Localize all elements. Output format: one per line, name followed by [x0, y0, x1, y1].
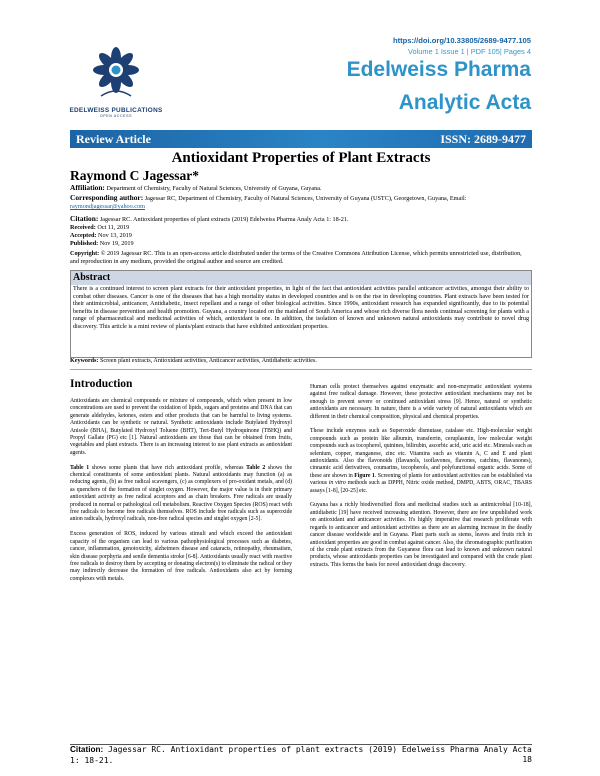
author-name: Raymond C Jagessar*	[70, 168, 200, 183]
keywords-text: Screen plant extracts, Antioxidant activities, Anticancer activities, Antidiabetic activities.	[99, 358, 317, 364]
received-date: Oct 11, 2019	[97, 224, 130, 231]
publisher-logo	[66, 44, 166, 122]
publisher-name: EDELWEISS PUBLICATIONS	[69, 107, 163, 114]
copyright-label: Copyright:	[70, 250, 100, 257]
abstract-text: There is a continued interest to screen plant extracts for their antioxidant properties, in light of the fact that antioxidant activities parallel anticancer activities, amongst their ability to combat other diseases. Cancer is one of the diseases that has a high mortality status in developed countries and is on the rise in developing countries. Plant extracts have been tested for their antimicrobial, anticancer, Antidiabetic, insect repellant and a range of other biological activities. Since 1990s, antioxidant research has expanded significantly, due to its potential benefits in disease prevention and health promotion. Guyana, a country located on the mainland of South America and whose rich diverse flora needs continual screening for plants with a range of pharmaceutical and medicinal activities of which, antioxidant is one. In addition, the isolation of known and unknown natural antioxidants may contribute to novel drug discovery. This article is a mini review of plants/plant extracts that have exhibited antioxidant properties.	[73, 286, 529, 330]
abstract-heading: Abstract	[71, 271, 531, 285]
doi-link[interactable]: https://doi.org/10.33805/2689-9477.105	[392, 36, 531, 45]
copyright	[70, 250, 532, 266]
accepted-label: Accepted:	[70, 232, 97, 239]
corresponding-text: Jagessar RC, Department of Chemistry, Faculty of Natural Sciences, University of Guyana (USTC), Georgetown, Guyana, Email:	[144, 195, 467, 202]
issue-info: Volume 1 Issue 1 | PDF 105| Pages 4	[408, 47, 531, 56]
received	[70, 224, 532, 232]
paragraph: Antioxidants are chemical compounds or mixture of compounds, which when present in low concentrations are used to prevent the oxidation of lipids, sugars and proteins and DNA that can generate aldehydes, ketones, esters and other products that can be harmful to living systems. Antioxidants can be synthetic or natural. Synthetic antioxidants include Butylated Hydroxyl Anisole (BHA), Butylated Hydroxyl Toluene (BHT), Tert-Butyl Hydroquinone (TBHQ) and Propyl Gallate (PG) etc [1]. Natural antioxidants are those that can be obtained from fruits, vegetables and plant extracts. There is an increasing interest to use plant extracts as antioxidant agents.	[70, 398, 292, 456]
paragraph: Excess generation of ROS, induced by various stimuli and which exceed the antioxidant capacity of the organism can lead to various pathophysiological processes such as diabetes, cancer, inflammation, genotoxicity, alzheimers disease and cataracts, retinopathy, rheumatism, skin disease porphyria and senile dementia stroke [6-8]. Antioxidants usually react with reactive free radicals to destroy them by accepting or donating electron(s) to eliminate the radical or they may indirectly decrease the formation of free radicals. Antioxidants also act by forming complexes with metals.	[70, 531, 292, 582]
paragraph: Guyana has a richly biodiversified flora and medicinal studies such as antimicrobial [10-18], antidiabetic [19] have received increasing attention. However, there are few unpublished work on antioxidant and anticancer activities. It's highly imperative that research proliferate with regards to anticancer and antioxidant activities as there are an alarming increase in the deadly cancer disease worldwide and in Guyana. Plant parts such as stems, leaves and fruits rich in antioxidant properties are good in combat against cancer. Also, the chromatographic purification of the crude plant extracts from the Guyanese flora can lead to known and unknown natural products, whose antioxidants properties can be investigated and compared with the crude plant extracts. This forms the basis for novel antioxidant drugs discovery.	[310, 502, 532, 568]
issn: ISSN: 2689-9477	[440, 131, 526, 146]
published-date: Nov 19, 2019	[99, 240, 134, 247]
abstract-box	[70, 270, 532, 358]
received-label: Received:	[70, 224, 96, 231]
accepted	[70, 232, 532, 240]
page-number: 18	[522, 755, 532, 764]
copyright-text: © 2019 Jagessar RC. This is an open-access article distributed under the terms of the Creative Commons Attribution License, which permits unrestricted use, distribution, and reproduction in any medium, provided the original author and source are credited.	[70, 250, 522, 266]
table-ref[interactable]: Table 1	[70, 464, 90, 471]
article-type: Review Article	[76, 131, 151, 146]
article-type-banner	[70, 130, 532, 148]
journal-title-line2: Analytic Acta	[398, 91, 531, 114]
article-title: Antioxidant Properties of Plant Extracts	[171, 150, 431, 166]
affiliation-text: Department of Chemistry, Faculty of Natural Sciences, University of Guyana, Guyana.	[106, 185, 322, 192]
footer-citation-text: Jagessar RC. Antioxidant properties of plant extracts (2019) Edelweiss Pharma Analy Acta 1: 18-21.	[70, 745, 532, 765]
published-label: Published:	[70, 240, 99, 247]
email-link[interactable]: raymondjagessar@yahoo.com	[70, 203, 145, 211]
footer-citation-label: Citation:	[70, 745, 104, 754]
journal-title-line1: Edelweiss Pharma	[346, 58, 531, 81]
accepted-date: Nov 13, 2019	[98, 232, 132, 239]
edelweiss-flower-icon	[81, 44, 151, 100]
paragraph: Human cells protect themselves against enzymatic and non-enzymatic antioxidant systems against free radical damage. However, these protective antioxidant mechanisms may not be enough to prevent severe or continued antioxidant stress [9]. Hence, natural or synthetic antioxidants are necessary. In nature, there is a wide variety of natural antioxidants which are different in their chemical composition, physical and chemical properties.	[310, 384, 532, 420]
citation-text: Jagessar RC. Antioxidant properties of plant extracts (2019) Edelweiss Pharma Analy Acta 1: 18-21.	[99, 216, 349, 223]
citation-label: Citation:	[70, 214, 99, 223]
footer-citation	[70, 745, 532, 766]
corresponding-author	[70, 194, 532, 211]
table-ref[interactable]: Table 2	[246, 464, 266, 471]
affiliation	[70, 184, 532, 193]
keywords-label: Keywords:	[70, 358, 99, 364]
keywords	[70, 358, 532, 366]
paragraph: These include enzymes such as Superoxide dismutase, catalase etc. High-molecular weight compounds such as protein like albumin, transferrin, ceruplasmin, low molecular weight compounds such as tocopherol, quinines, bilirubin, ascorbic acid, uric acid etc. Minerals such as selenium, copper, manganese, zinc etc. Vitamins such as vitamin A, C and E and plant antioxidants. Also the flavonoids (flavanols, isoflavones, flavones, catchins, flavanones), cinnamic acid derivatives, coumarins, tocopherols, and polyfunctional organic acids. Some of these are shown in Figure 1. Screening of plants for antioxidant activities can be established via various in vitro methods such as DPPH, Nitric oxide method, DMPD, ABTS, ORAC, TBARS assays [1-8], [20-25] etc.	[310, 428, 533, 494]
published	[70, 240, 532, 248]
figure-ref[interactable]: Figure 1	[354, 472, 375, 479]
introduction-heading: Introduction	[70, 378, 133, 390]
right-column	[310, 384, 532, 577]
affiliation-label: Affiliation:	[70, 183, 105, 192]
corresponding-label: Corresponding author:	[70, 193, 144, 202]
section-divider	[70, 369, 532, 370]
left-column	[70, 398, 292, 591]
paragraph: Table 1 shows some plants that have rich antioxidant profile, whereas Table 2 shows the chemical constituents of some antioxidant plants. Natural antioxidants may function (a) as reducing agents, (b) as free radical scavengers, (c) as complexers of pro-oxidant metals, and (d) as quenchers of the formation of singlet oxygen. However, the major value is in their primary antioxidant activity as free radical acceptors and as chain breakers. Free radicals are usually produced in normal or pathological cell metabolism. Reactive Oxygen Species (ROS) react with free radicals to become free radicals themselves. ROS include free radicals such as superoxide anion radicals, hydroxyl radicals, non-free radical species and singlet oxygen [2-5].	[70, 464, 292, 523]
citation	[70, 215, 532, 224]
publisher-subtitle: OPEN ACCESS	[99, 114, 133, 118]
